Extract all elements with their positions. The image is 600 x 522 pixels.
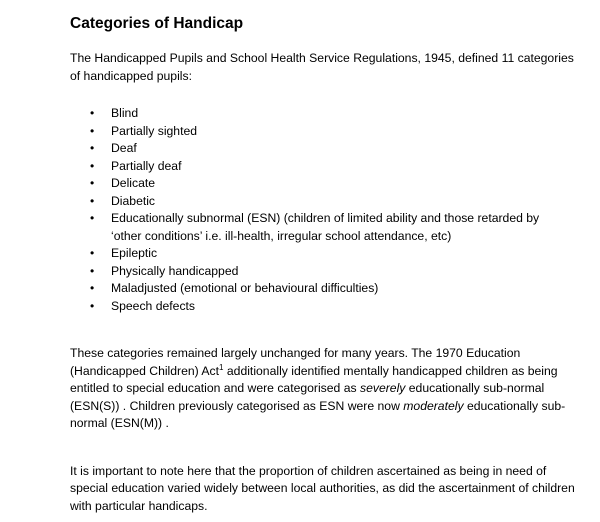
page-title: Categories of Handicap — [70, 15, 244, 32]
bullet-icon: • — [90, 106, 95, 120]
category-label: Educationally subnormal (ESN) (children of limited ability and those retarded by ‘other conditions’ i.e. ill-health, irregular school attendance, etc) — [111, 211, 540, 243]
footnote-marker: 1 — [219, 362, 224, 372]
list-item — [70, 245, 551, 263]
category-label: Deaf — [111, 141, 137, 155]
category-label: Speech defects — [111, 298, 196, 313]
bullet-icon: • — [90, 281, 95, 295]
category-label: Partially sighted — [111, 123, 198, 138]
category-list — [70, 105, 580, 315]
category-label: Diabetic — [111, 193, 156, 208]
bullet-icon: • — [90, 158, 95, 173]
bullet-icon: • — [90, 193, 95, 208]
intro-paragraph: The Handicapped Pupils and School Health Service Regulations, 1945, defined 11 categories of handicapped pupils: — [70, 51, 574, 83]
category-label: Epileptic — [111, 246, 158, 260]
list-item — [70, 123, 551, 141]
bullet-icon: • — [90, 298, 95, 313]
list-item — [70, 298, 551, 316]
bullet-icon: • — [90, 263, 95, 278]
category-label: Maladjusted (emotional or behavioural difficulties) — [111, 281, 379, 295]
history-text-1: These categories remained largely unchanged for many years. The 1970 Education (Handicapped Children) Act — [70, 346, 521, 378]
list-item — [70, 263, 551, 281]
history-text-3: educationally sub-normal (ESN(S)) . Children previously categorised as ESN were now — [70, 381, 545, 413]
emphasis-severely: severely — [359, 381, 406, 395]
list-item — [70, 210, 551, 245]
history-paragraph — [70, 345, 580, 433]
category-label: Delicate — [111, 176, 156, 190]
history-text-2: additionally identified mentally handicapped children as being entitled to special education and were categorised as — [70, 363, 558, 395]
list-item — [70, 105, 551, 123]
emphasis-moderately: moderately — [403, 398, 464, 413]
bullet-icon: • — [90, 176, 95, 190]
bullet-icon: • — [90, 123, 95, 138]
category-label: Partially deaf — [111, 158, 182, 173]
list-item — [70, 158, 551, 176]
history-text-4: educationally sub-normal (ESN(M)) . — [70, 398, 566, 430]
list-item — [70, 280, 551, 298]
list-item — [70, 193, 551, 211]
list-item — [70, 175, 551, 193]
note-paragraph: It is important to note here that the proportion of children ascertained as being in need of special education varied widely between local authorities, as did the ascertainment of children with particular handicaps. — [70, 463, 575, 513]
bullet-icon: • — [90, 211, 95, 225]
category-label: Physically handicapped — [111, 263, 239, 278]
bullet-icon: • — [90, 246, 95, 260]
bullet-icon: • — [90, 141, 95, 155]
category-label: Blind — [111, 106, 139, 120]
list-item — [70, 140, 551, 158]
document-page — [70, 14, 580, 515]
